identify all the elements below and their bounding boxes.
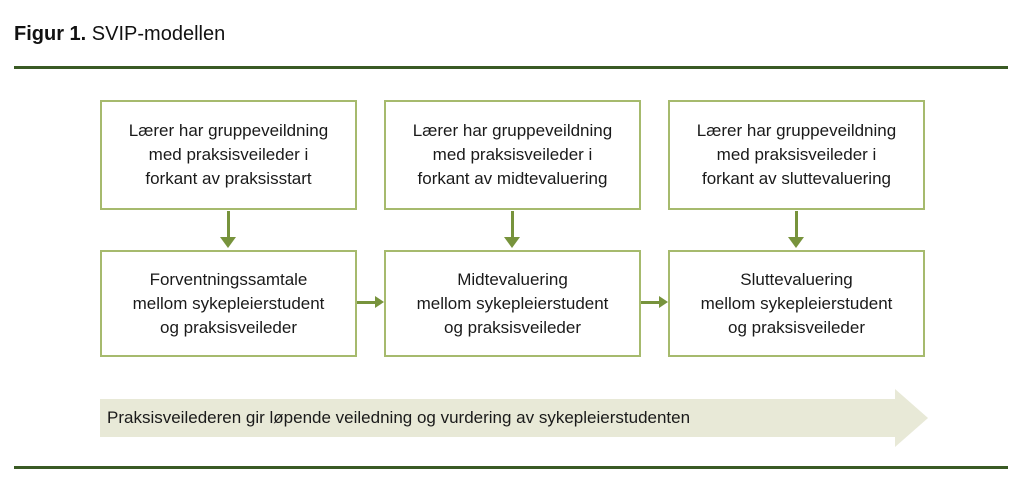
flow-box-midtevaluering (384, 250, 641, 357)
down-arrowhead-icon (788, 237, 804, 248)
right-arrow-icon (357, 301, 375, 304)
figure-title-text: SVIP-modellen (91, 23, 226, 45)
figure-number-label: Figur 1. (14, 23, 87, 45)
down-arrowhead-icon (504, 237, 520, 248)
box-text-line: med praksisveileder i (716, 145, 877, 164)
flow-box-teacher-guidance-midtevaluering (384, 100, 641, 210)
box-text-line: forkant av sluttevaluering (702, 169, 891, 188)
flow-box-teacher-guidance-praksisstart (100, 100, 357, 210)
process-arrowhead-icon (895, 389, 928, 447)
figure-title (14, 22, 225, 46)
flow-box-forventningssamtale (100, 250, 357, 357)
box-text-line: mellom sykepleierstudent (132, 293, 325, 313)
box-text-line: og praksisveileder (443, 317, 581, 337)
flow-box-teacher-guidance-sluttevaluering (668, 100, 925, 210)
flow-box-sluttevaluering (668, 250, 925, 357)
box-text-line: Sluttevaluering (740, 269, 853, 289)
box-text-line: Lærer har gruppeveildning (412, 121, 613, 140)
box-text-line: Lærer har gruppeveildning (696, 121, 897, 140)
box-text-line: Lærer har gruppeveildning (128, 121, 329, 140)
box-text-line: mellom sykepleierstudent (416, 293, 609, 313)
right-arrowhead-icon (659, 296, 668, 308)
box-text-line: Midtevaluering (457, 269, 568, 289)
box-text-line: med praksisveileder i (432, 145, 593, 164)
box-text-line: mellom sykepleierstudent (700, 293, 893, 313)
down-arrow-icon (227, 211, 230, 237)
box-text-line: forkant av midtevaluering (417, 169, 608, 188)
process-arrow-band (100, 399, 895, 437)
down-arrowhead-icon (220, 237, 236, 248)
bottom-divider (14, 466, 1008, 469)
down-arrow-icon (795, 211, 798, 237)
box-text-line: Forventningssamtale (149, 269, 308, 289)
down-arrow-icon (511, 211, 514, 237)
right-arrowhead-icon (375, 296, 384, 308)
box-text-line: med praksisveileder i (148, 145, 309, 164)
box-text-line: forkant av praksisstart (145, 169, 312, 188)
box-text-line: og praksisveileder (159, 317, 297, 337)
box-text-line: og praksisveileder (727, 317, 865, 337)
process-arrow-label: Praksisveilederen gir løpende veiledning og vurdering av sykepleierstudenten (107, 408, 691, 427)
right-arrow-icon (641, 301, 659, 304)
top-divider (14, 66, 1008, 69)
